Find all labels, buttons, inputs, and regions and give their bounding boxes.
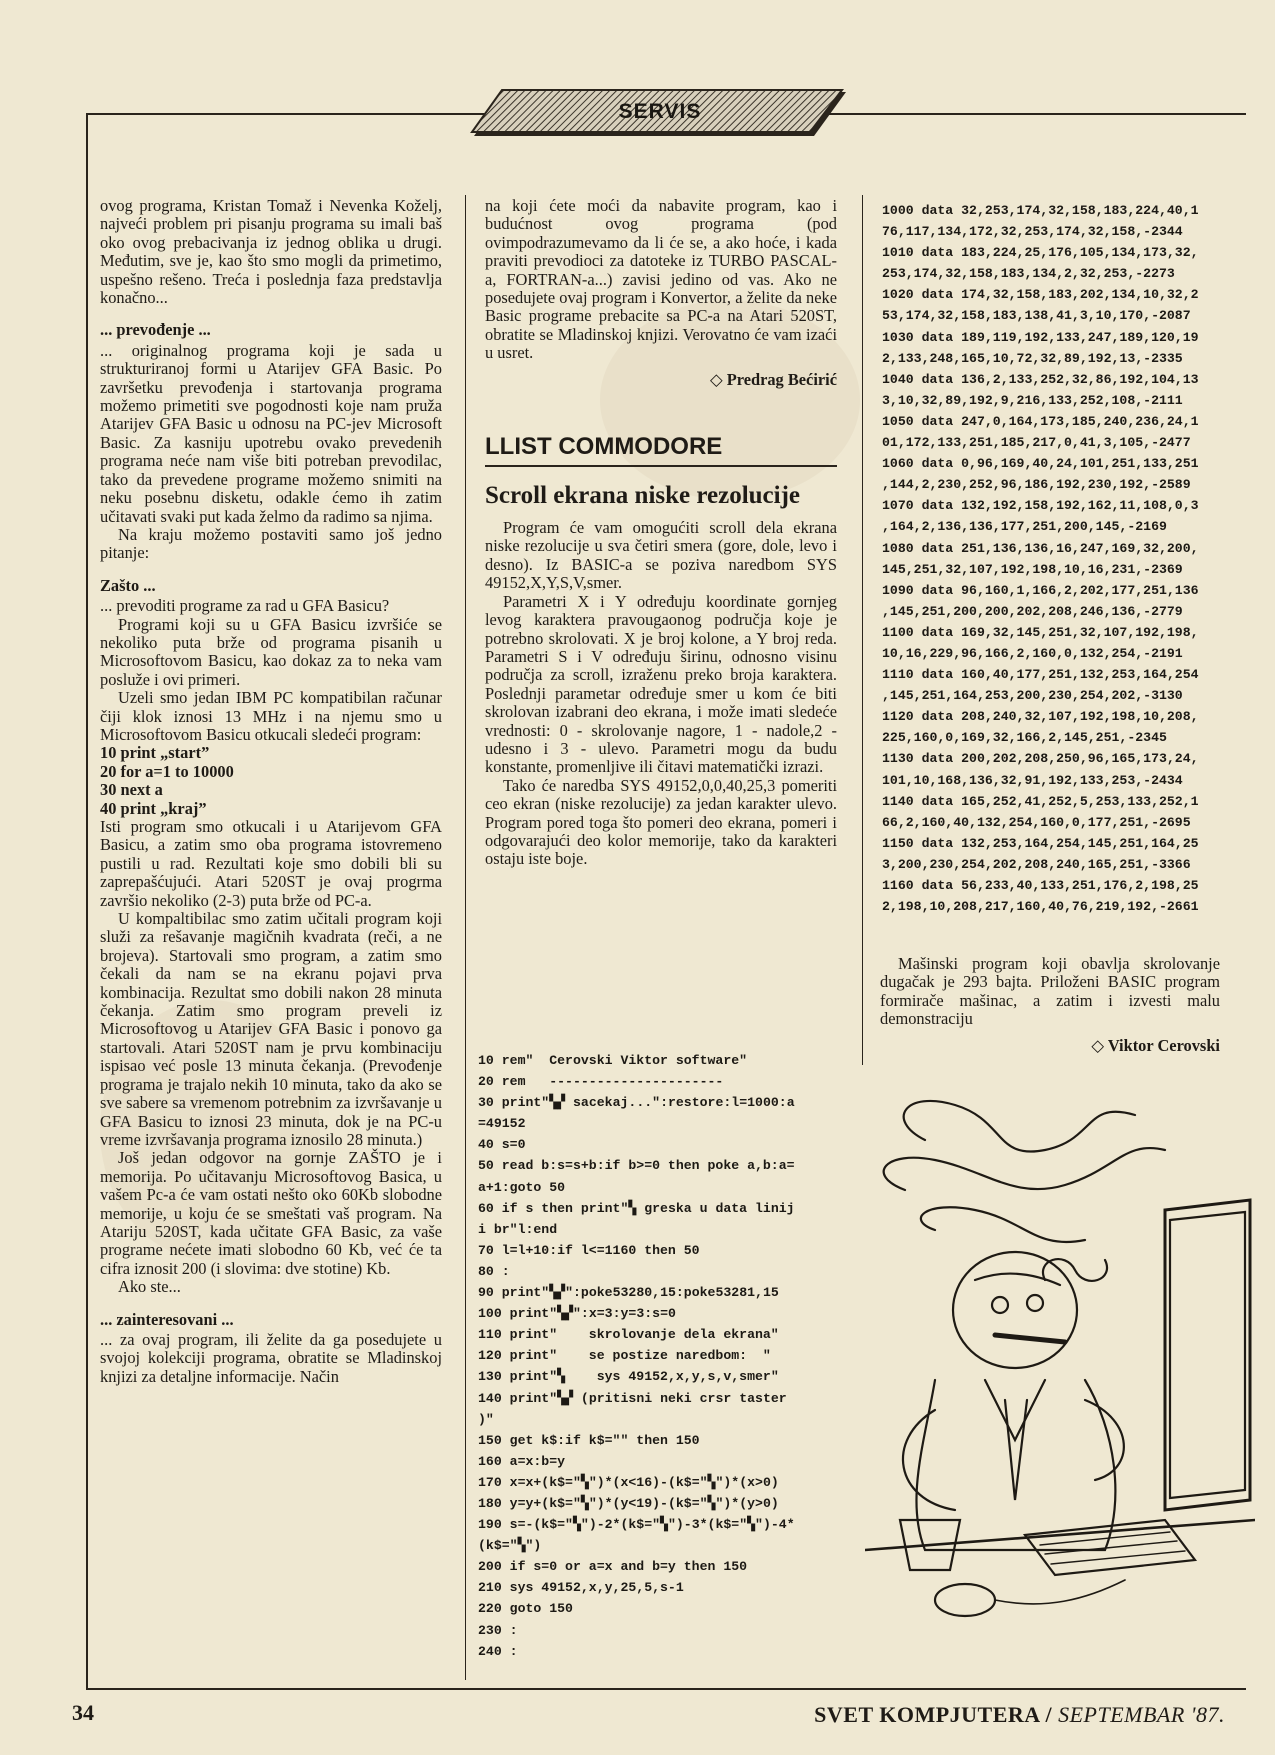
column-1	[100, 197, 442, 1386]
code-line: 180 y=y+(k$="▚")*(y<19)-(k$="▚")*(y>0)	[478, 1495, 779, 1511]
data-line: 1120 data 208,240,32,107,192,198,10,208,	[882, 709, 1199, 725]
paragraph: Isti program smo otkucali i u Atarijevom GFA Basicu, a zatim smo oba programa istovremeno pustili u rad. Rezultati koje smo dobili bli su zaprepašćujući. Atari 520ST je ovaj progrma završio nekoliko (2-3) puta brže od PC-a.	[100, 817, 442, 910]
code-line: 130 print"▚ sys 49152,x,y,s,v,smer"	[478, 1369, 779, 1385]
data-line: 225,160,0,169,32,166,2,145,251,-2345	[882, 730, 1167, 746]
eye	[992, 1297, 1008, 1313]
data-line: 101,10,168,136,32,91,192,133,253,-2434	[882, 772, 1183, 788]
person-body	[916, 1380, 1115, 1550]
code-snippet	[100, 744, 442, 818]
data-line: 53,174,32,158,183,138,41,3,10,170,-2087	[882, 308, 1191, 324]
data-line: ,145,251,164,253,200,230,254,202,-3130	[882, 688, 1183, 704]
code-line: a+1:goto 50	[478, 1179, 566, 1195]
paragraph: Parametri X i Y određuju koordinate gornjeg levog karaktera pravougaonog područja koje je potrebno skrolovati. X je broj kolone, a Y broj reda. Parametri S i V određuju širinu, odnosno visinu područja za scroll, izraženu preko broja karaktera. Poslednji parametar određuje smer u kom će biti skrolovan izabrani deo ekrana, i može imati sledeće vrednosti: 0 - skrolovanje nagore, 1 - nadole,2 - udesno i 3 - ulevo. Parametri mogu da budu konstante, promenljive ili čitavi matematički izrazi.	[485, 591, 837, 777]
code-line: 100 print"▚▞":x=3:y=3:s=0	[478, 1306, 676, 1322]
code-line: 120 print" se postize naredbom: "	[478, 1348, 771, 1364]
code-line: 10 rem" Cerovski Viktor software"	[478, 1053, 748, 1068]
code-line: 10 print „start”	[100, 743, 210, 763]
code-line: 90 print"▚▞":poke53280,15:poke53281,15	[478, 1285, 779, 1301]
diamond-icon: ◇	[1091, 1035, 1105, 1055]
smoke-swirl	[1043, 1259, 1107, 1281]
data-line: 1130 data 200,202,208,250,96,165,173,24,	[882, 751, 1199, 767]
code-line: 160 a=x:b=y	[478, 1453, 566, 1469]
keyboard-keys	[1040, 1532, 1185, 1564]
issue-date: SEPTEMBAR '87.	[1058, 1702, 1225, 1727]
paragraph: ovog programa, Kristan Tomaž i Nevenka Koželj, najveći problem pri pisanju programa su imali baš oko ovog prebacivanja iz jednog oblika u drugi. Međutim, sve je, kao što smo mogli da primetimo, uspešno rešeno. Treća i poslednja faza predstavlja konačno...	[100, 196, 442, 308]
paragraph: Program će vam omogućiti scroll dela ekrana niske rezolucije u sva četiri smera (gore, dole, levo i desno). Iz BASIC-a se poziva naredbom SYS 49152,X,Y,S,V,smer.	[485, 518, 837, 593]
subheading: ... prevođenje ...	[100, 320, 211, 340]
code-line: 220 goto 150	[478, 1601, 573, 1617]
paragraph: Mašinski program koji obavlja skrolovanje dugačak je 293 bajta. Priloženi BASIC program formirače mašinac, a zatim i izvesti malu demonstraciju	[880, 954, 1220, 1029]
data-line: 1040 data 136,2,133,252,32,86,192,104,13	[882, 371, 1199, 387]
computer-mouse	[935, 1584, 995, 1616]
column-divider	[862, 195, 863, 1065]
data-line: 2,133,248,165,10,72,32,89,192,13,-2335	[882, 350, 1183, 366]
eye	[1027, 1295, 1043, 1311]
code-line: 110 print" skrolovanje dela ekrana"	[478, 1327, 779, 1343]
page-frame-bottom	[86, 1688, 1246, 1690]
mouse-cable	[995, 1580, 1125, 1604]
monitor-body	[1165, 1200, 1250, 1510]
diamond-icon: ◇	[709, 369, 723, 389]
code-line: )"	[478, 1411, 494, 1427]
author-name: Viktor Cerovski	[1107, 1035, 1220, 1055]
data-line: 1110 data 160,40,177,251,132,253,164,254	[882, 667, 1199, 683]
data-line: ,164,2,136,136,177,251,200,145,-2169	[882, 519, 1167, 535]
code-line: 40 s=0	[478, 1137, 526, 1153]
subheading: ... zainteresovani ...	[100, 1309, 234, 1329]
footer-separator: /	[1045, 1702, 1053, 1727]
data-line: 1160 data 56,233,40,133,251,176,2,198,25	[882, 878, 1199, 893]
code-line: 240 :	[478, 1643, 518, 1659]
section-title: SERVIS	[618, 100, 702, 123]
paragraph: na koji ćete moći da nabavite program, kao i budućnost ovog programa (pod ovimpodrazumevamo da li će se, a ako hoće, i kada praviti prevodioci za datoteke iz TURBO PASCAL-a, FORTRAN-a...) zavisi jedino od vas. Ako ne posedujete ovaj program i Konvertor, a želite da neke Basic programe prebacite sa PC-a na Atari 520ST, obratite se Mladinskoj knjizi. Verovatno će vam izaći u usret.	[485, 196, 837, 363]
code-line: 50 read b:s=s+b:if b>=0 then poke a,b:a=	[478, 1158, 795, 1174]
cigar	[995, 1335, 1065, 1342]
code-line: i br"l:end	[478, 1221, 558, 1237]
code-line: 20 for a=1 to 10000	[100, 761, 234, 781]
data-line: ,144,2,230,252,96,186,192,230,192,-2589	[882, 477, 1191, 493]
code-line: 140 print"▚▞ (pritisni neki crsr taster	[478, 1390, 787, 1406]
tie	[1005, 1400, 1027, 1500]
data-line: 1030 data 189,119,192,133,247,189,120,19	[882, 329, 1199, 345]
smoke-swirl	[884, 1148, 1165, 1190]
data-line: 10,16,229,96,166,2,160,0,132,254,-2191	[882, 645, 1183, 661]
data-line: 1080 data 251,136,136,16,247,169,32,200,	[882, 540, 1199, 556]
data-line: 1010 data 183,224,25,176,105,134,173,32,	[882, 245, 1199, 261]
basic-program-listing	[478, 1050, 848, 1662]
monitor-screen	[1170, 1212, 1245, 1498]
code-line: 70 l=l+10:if l<=1160 then 50	[478, 1242, 700, 1258]
paragraph: Programi koji su u GFA Basicu izvršiće se nekoliko puta brže od programa pisanih u Microsoftovom Basicu, kao dokaz za to neka vam posluže i ovi primeri.	[100, 614, 442, 689]
data-line: ,145,251,200,200,202,208,246,136,-2779	[882, 603, 1183, 619]
article-section-label: LLIST COMMODORE	[485, 433, 723, 461]
magazine-footer	[814, 1702, 1225, 1728]
arm	[1085, 1400, 1124, 1480]
code-line: 230 :	[478, 1622, 518, 1638]
data-line: 2,198,10,208,217,160,40,76,219,192,-2661	[882, 899, 1199, 915]
data-line: 01,172,133,251,185,217,0,41,3,105,-2477	[882, 435, 1191, 451]
code-line: 60 if s then print"▚ greska u data linij	[478, 1200, 795, 1216]
author-signature	[880, 1037, 1220, 1055]
column-2	[485, 197, 837, 869]
code-line: 170 x=x+(k$="▚")*(x<16)-(k$="▚")*(x>0)	[478, 1474, 779, 1490]
desk-edge	[865, 1520, 1255, 1550]
code-line: 150 get k$:if k$="" then 150	[478, 1432, 700, 1448]
paragraph: Još jedan odgovor na gornje ZAŠTO je i memorija. Po učitavanju Microsoftovog Basica, u vašem Pc-a će vam ostati nešto oko 60Kb slobodne memorije, u koju će se smeštati vaš program. Na Atariju 520ST, kada učitate GFA Basic, za vaše programe nećete imati slobodno 60 Kb, već će ta cifra iznosit 200 (i slovima: dve stotine) Kb.	[100, 1148, 442, 1278]
cartoon-illustration	[865, 1080, 1255, 1640]
data-line: 3,10,32,89,192,9,216,133,252,108,-2111	[882, 392, 1183, 408]
data-listing	[882, 200, 1227, 917]
author-signature	[485, 371, 837, 389]
data-line: 1060 data 0,96,169,40,24,101,251,133,251	[882, 456, 1199, 472]
arm	[903, 1410, 955, 1510]
code-line: =49152	[478, 1116, 526, 1132]
code-line: 80 :	[478, 1263, 510, 1279]
data-line: 1140 data 165,252,41,252,5,253,133,252,1	[882, 793, 1199, 809]
paragraph: Na kraju možemo postaviti samo još jedno pitanje:	[100, 524, 442, 563]
column-3-text	[880, 955, 1220, 1055]
data-line: 253,174,32,158,183,134,2,32,253,-2273	[882, 266, 1175, 282]
code-line: 40 print „kraj”	[100, 798, 207, 818]
data-line: 76,117,134,172,32,253,174,32,158,-2344	[882, 224, 1183, 240]
code-line: 190 s=-(k$="▚")-2*(k$="▚")-3*(k$="▚")-4*	[478, 1517, 795, 1533]
page-frame-left	[86, 113, 88, 1688]
data-line: 145,251,32,107,192,198,10,16,231,-2369	[882, 561, 1183, 577]
author-name: Predrag Bećirić	[726, 369, 837, 389]
article-title: Scroll ekrana niske rezolucije	[485, 482, 801, 510]
paragraph: U kompaltibilac smo zatim učitali program koji služi za rešavanje magičnih kvadrata (reči, a ne brojeva). Startovali smo program, a zatim smo čekali da nam se na ekranu pojavi prva kombinacija. Rezultat smo dobili nakon 28 minuta čekanja. Zatim smo program preveli iz Microsoftovog u Atarijev GFA Basic i ponovo ga startovali. Atari 520ST nam je prvu kombinaciju ispisao već posle 13 minuta čekanja. (Prevođenje programa je trajalo nekih 10 minuta, tako da ako se sve sabere sa vremenom potrebnim za izvršavanje u GFA Basicu to iznosi 23 minuta, dok je na PC-u vreme izvršavanja programa iznosilo 28 minuta.)	[100, 909, 442, 1149]
code-line: 20 rem ----------------------	[478, 1074, 724, 1090]
section-banner	[470, 88, 850, 140]
paragraph: ... originalnog programa koji je sada u strukturiranoj formi u Atarijev GFA Basic. Po završetku prevođenja i startovanja programa možemo primetiti sve pogodnosti koje nam pruža Atarijev GFA Basic u odnosu na PC-jev Microsoft Basic. Za kasniju upotrebu ovako prevedenih programa neće nam više biti potreban prevodilac, tako da prevedene programe možemo snimiti na neku posebnu disketu, odakle ćemo ih zatim učitavati svaki put kada želmo da radimo sa njima.	[100, 340, 442, 526]
code-line: (k$="▚")	[478, 1538, 542, 1554]
code-line: 210 sys 49152,x,y,25,5,s-1	[478, 1580, 684, 1596]
paragraph: Uzeli smo jedan IBM PC kompatibilan računar čiji klok iznosi 13 MHz i na njemu smo u Microsoftovom Basicu otkucali sledeći program:	[100, 688, 442, 744]
magazine-name: SVET KOMPJUTERA	[814, 1702, 1040, 1727]
section-rule	[485, 465, 837, 467]
column-divider	[465, 195, 466, 1680]
person-head	[953, 1252, 1077, 1368]
smoke-swirl	[921, 1207, 1085, 1242]
data-line: 1090 data 96,160,1,166,2,202,177,251,136	[882, 582, 1199, 598]
paragraph: Ako ste...	[118, 1277, 181, 1297]
data-line: 1000 data 32,253,174,32,158,183,224,40,1	[882, 203, 1199, 218]
data-line: 1070 data 132,192,158,192,162,11,108,0,3	[882, 498, 1199, 514]
code-line: 30 next a	[100, 780, 163, 800]
data-line: 1100 data 169,32,145,251,32,107,192,198,	[882, 624, 1199, 640]
page-number: 34	[72, 1700, 94, 1725]
eyebrow	[975, 1274, 1060, 1285]
data-line: 1050 data 247,0,164,173,185,240,236,24,1	[882, 413, 1199, 429]
smoke-swirl	[904, 1101, 1135, 1152]
paragraph: Tako će naredba SYS 49152,0,0,40,25,3 pomeriti ceo ekran (niske rezolucije) za jedan karakter ulevo. Program pored toga što pomeri deo ekrana, pomeri i odgovarajući deo kolor memorije, tako da karakteri ostaju iste boje.	[485, 775, 837, 869]
collar	[985, 1380, 1045, 1440]
data-line: 1020 data 174,32,158,183,202,134,10,32,2	[882, 287, 1199, 303]
paragraph: ... za ovaj program, ili želite da ga posedujete u svojoj kolekciji programa, obratite se Mladinskoj knjizi za detaljne informacije. Način	[100, 1329, 442, 1386]
data-line: 1150 data 132,253,164,254,145,251,164,25	[882, 835, 1199, 851]
code-line: 30 print"▚▞ sacekaj...":restore:l=1000:a	[478, 1095, 795, 1111]
paragraph: ... prevoditi programe za rad u GFA Basicu?	[100, 596, 390, 616]
code-line: 200 if s=0 or a=x and b=y then 150	[478, 1559, 748, 1575]
subheading: Zašto ...	[100, 575, 156, 595]
data-line: 3,200,230,254,202,208,240,165,251,-3366	[882, 856, 1191, 872]
data-line: 66,2,160,40,132,254,160,0,177,251,-2695	[882, 814, 1191, 830]
